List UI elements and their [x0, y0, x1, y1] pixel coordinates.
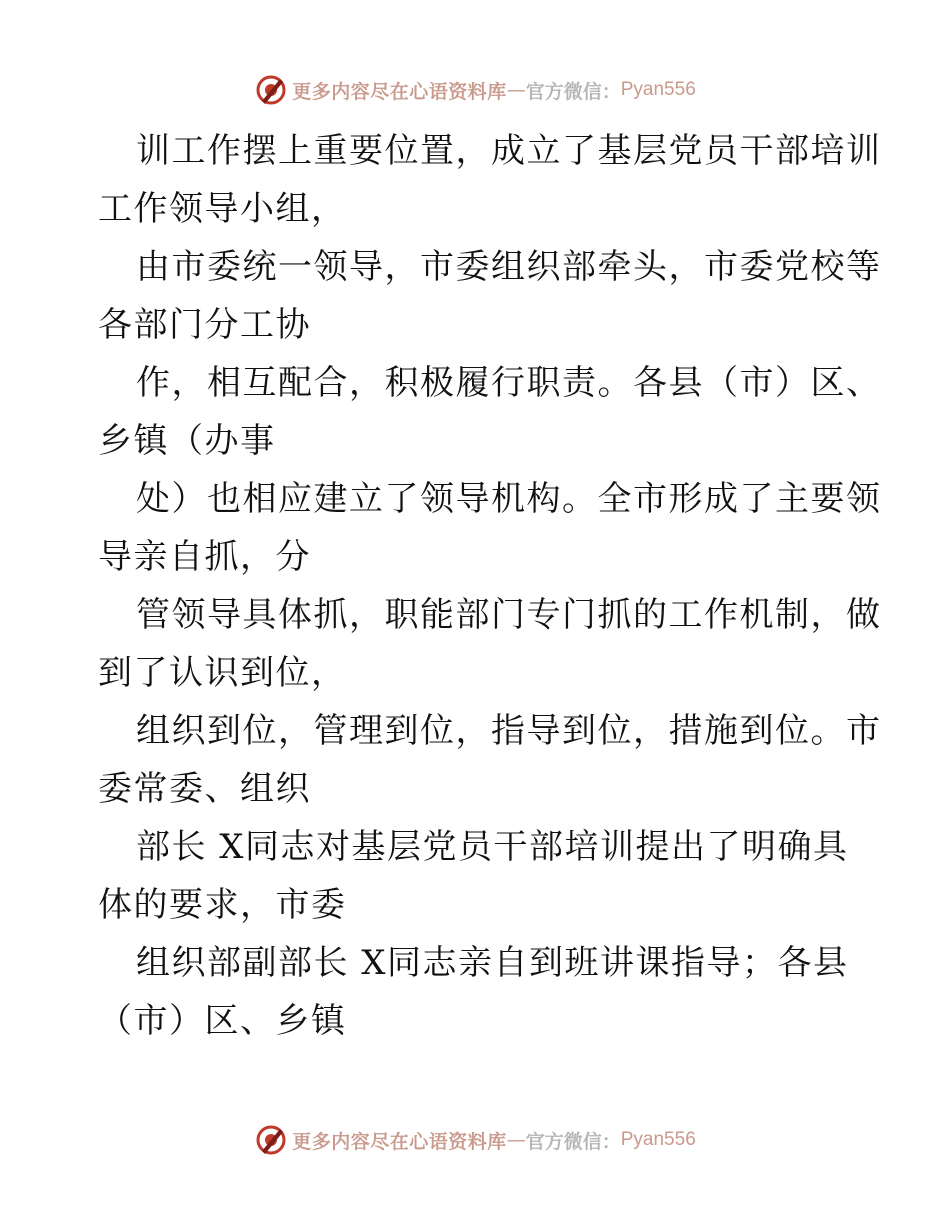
body-line-8: 导亲自抓，分: [98, 537, 311, 577]
body-line-12: 委常委、组织: [98, 769, 311, 809]
body-line-4: 各部门分工协: [98, 305, 311, 345]
logo-icon: [254, 1123, 288, 1157]
body-line-2: 工作领导小组，: [98, 189, 347, 229]
footer-brand-text: 更多内容尽在心语资料库: [292, 1130, 507, 1153]
body-line-11: 组织到位，管理到位，指导到位，措施到位。市: [136, 711, 882, 751]
body-line-16: （市）区、乡镇: [98, 1001, 347, 1041]
header-wechat-label: 官方微信：: [525, 80, 621, 103]
body-line-9: 管领导具体抓，职能部门专门抓的工作机制，做: [136, 595, 882, 635]
body-line-3: 由市委统一领导，市委组织部牵头，市委党校等: [136, 247, 882, 287]
logo-icon: [254, 73, 288, 107]
document-body: [98, 122, 882, 1050]
body-line-7: 处）也相应建立了领导机构。全市形成了主要领: [136, 479, 882, 519]
body-line-6: 乡镇（办事: [98, 421, 276, 461]
body-line-5: 作，相互配合，积极履行职责。各县（市）区、: [136, 363, 882, 403]
footer-wechat-id: Pyan556: [620, 1129, 696, 1150]
header-banner: [0, 68, 950, 112]
footer-separator: —: [506, 1129, 526, 1151]
body-line-10: 到了认识到位，: [98, 653, 347, 693]
body-line-14: 体的要求，市委: [98, 885, 347, 925]
footer-banner: [0, 1118, 950, 1162]
header-brand-text: 更多内容尽在心语资料库: [292, 80, 507, 103]
header-separator: —: [506, 79, 526, 101]
body-line-15: 组织部副部长 X同志亲自到班讲课指导；各县: [136, 943, 849, 983]
header-wechat-id: Pyan556: [620, 79, 696, 100]
footer-wechat-label: 官方微信：: [525, 1130, 621, 1153]
body-line-13: 部长 X同志对基层党员干部培训提出了明确具: [136, 827, 849, 867]
body-line-1: 训工作摆上重要位置，成立了基层党员干部培训: [136, 131, 882, 171]
